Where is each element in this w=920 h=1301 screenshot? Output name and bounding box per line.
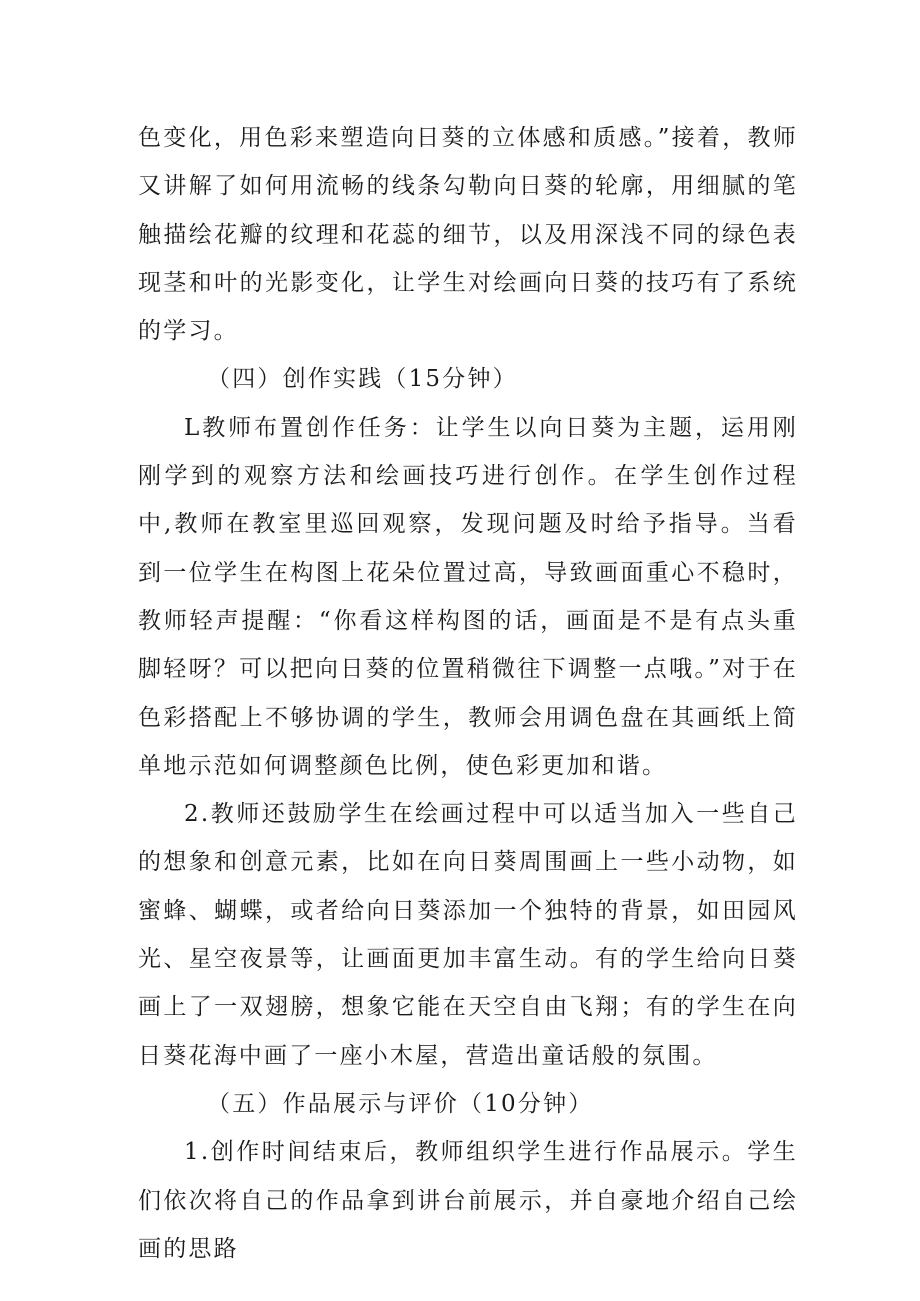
section-heading-exhibition-evaluation: （五）作品展示与评价（10分钟） bbox=[207, 1090, 594, 1117]
section-heading-creative-practice: （四）创作实践（15分钟） bbox=[207, 366, 518, 393]
paragraph-imagination-encouragement: 2.教师还鼓励学生在绘画过程中可以适当加入一些自己的想象和创意元素，比如在向日葵周围画上一些小动物，如蜜蜂、蝴蝶，或者给向日葵添加一个独特的背景，如田园风光、星空夜景等，让画面更加丰富生动。有的学生给向日葵画上了一双翅膀，想象它能在天空自由飞翔；有的学生在向日葵花海中画了一座小木屋，营造出童话般的氛围。 bbox=[138, 801, 798, 1069]
paragraph-work-exhibition: 1.创作时间结束后，教师组织学生进行作品展示。学生们依次将自己的作品拿到讲台前展示，并自豪地介绍自己绘画的思路 bbox=[138, 1139, 798, 1262]
paragraph-creation-task: L教师布置创作任务：让学生以向日葵为主题，运用刚刚学到的观察方法和绘画技巧进行创作。在学生创作过程中,教师在教室里巡回观察，发现问题及时给予指导。当看到一位学生在构图上花朵位置过高，导致画面重心不稳时，教师轻声提醒：“你看这样构图的话，画面是不是有点头重脚轻呀？可以把向日葵的位置稍微往下调整一点哦。”对于在色彩搭配上不够协调的学生，教师会用调色盘在其画纸上简单地示范如何调整颜色比例，使色彩更加和谐。 bbox=[138, 414, 798, 779]
document-body bbox=[138, 114, 798, 1273]
paragraph-technique-summary: 色变化，用色彩来塑造向日葵的立体感和质感。”接着，教师又讲解了如何用流畅的线条勾勒向日葵的轮廓，用细腻的笔触描绘花瓣的纹理和花蕊的细节，以及用深浅不同的绿色表现茎和叶的光影变化，让学生对绘画向日葵的技巧有了系统的学习。 bbox=[138, 125, 798, 345]
